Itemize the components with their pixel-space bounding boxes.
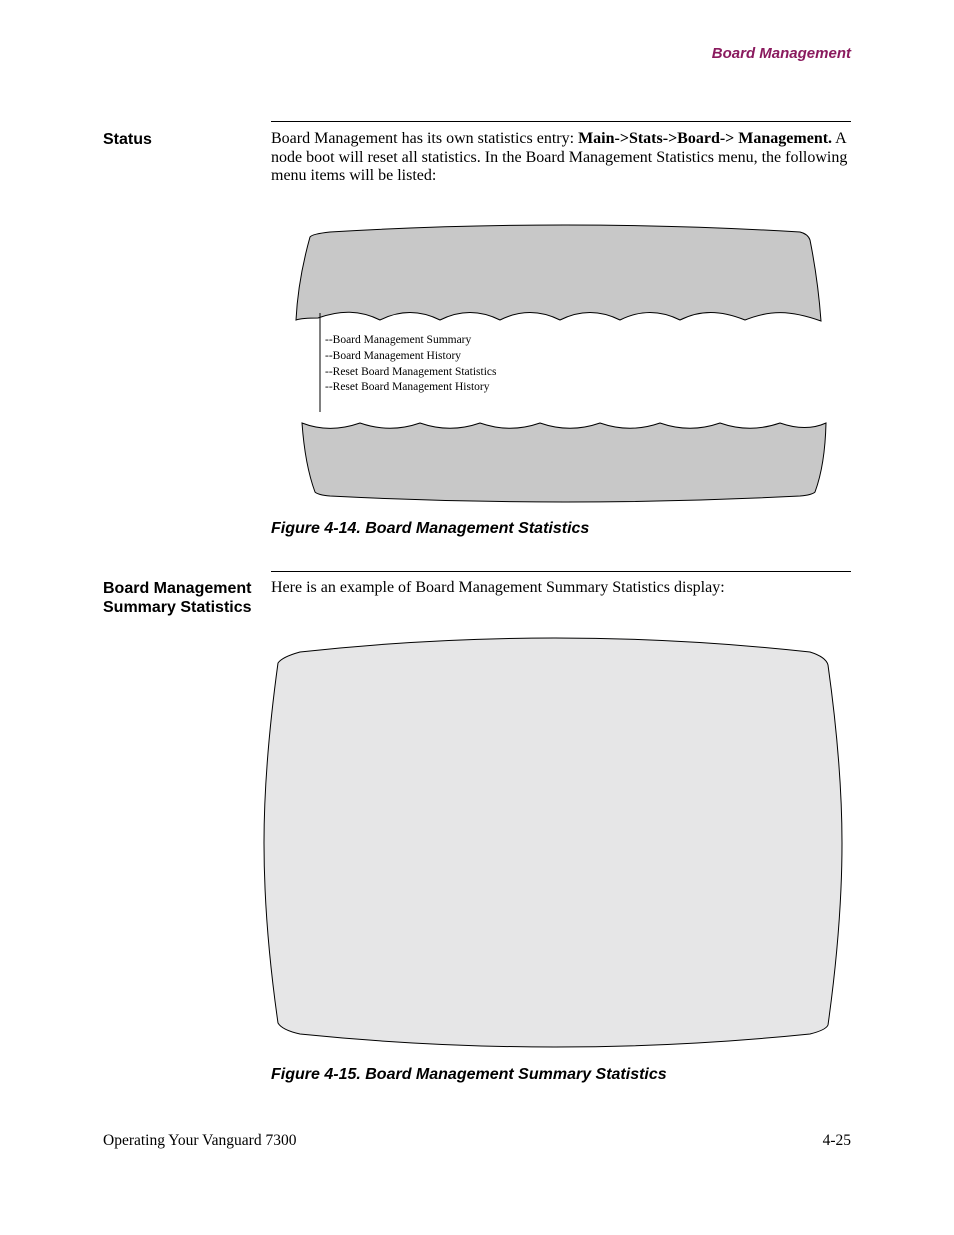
summary-paragraph: Here is an example of Board Management Summary Statistics display: (271, 579, 725, 596)
figure-4-14-caption: Figure 4-14. Board Management Statistics (271, 520, 590, 537)
menu-item: --Reset Board Management Statistics (325, 365, 497, 378)
summary-heading-line2: Summary Statistics (103, 599, 252, 616)
summary-heading-line1: Board Management (103, 580, 252, 597)
figure-4-15-caption: Figure 4-15. Board Management Summary Statistics (271, 1066, 667, 1083)
status-heading: Status (103, 131, 152, 148)
menu-item: --Board Management Summary (325, 334, 472, 346)
status-text-1: Board Management has its own statistics entry: (271, 130, 579, 147)
page-number: 4-25 (822, 1132, 851, 1149)
running-header: Board Management (711, 45, 851, 62)
menu-item: --Reset Board Management History (325, 381, 490, 394)
menu-item: --Board Management History (325, 349, 462, 362)
footer-title: Operating Your Vanguard 7300 (103, 1132, 297, 1149)
menu-path: Main->Stats->Board-> Management. (578, 130, 833, 147)
status-text-2: A node boot will reset all statistics. In the Board Management Statistics menu, the following menu items will be listed: (271, 130, 848, 184)
